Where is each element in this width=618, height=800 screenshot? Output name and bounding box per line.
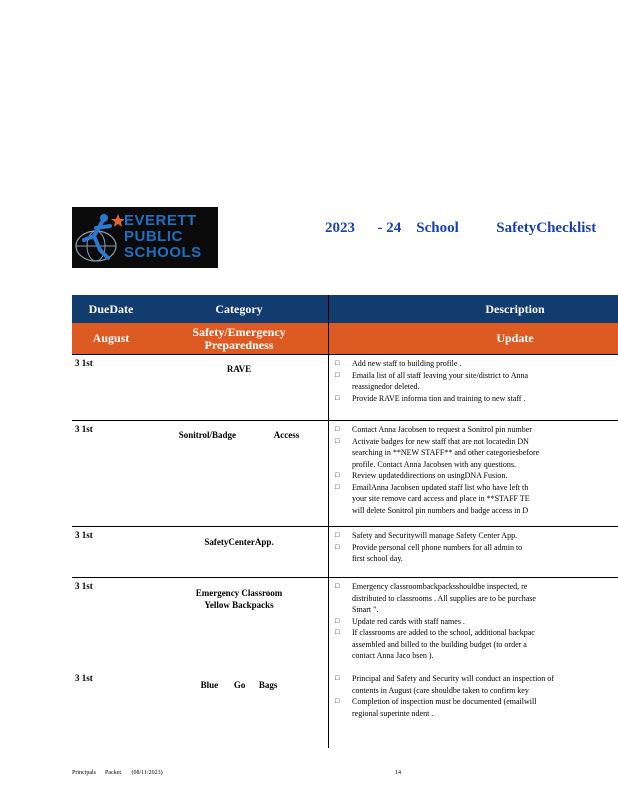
list-item: □ Principal and Safety and Security will conduct an inspection of (333, 673, 618, 685)
list-item-continuation: profile. Contact Anna Jacobsen with any questions. (352, 459, 516, 469)
list-item-text: reassignedor deleted. (352, 382, 420, 391)
logo-line-1: EVERETT (124, 212, 197, 229)
header-category: Category (215, 301, 263, 316)
list-item: □ Completion of inspection must be documented (emailwill (333, 696, 618, 708)
list-item-continuation: first school day. (352, 554, 403, 563)
logo-line-2: PUBLIC (124, 228, 183, 245)
row-category: Blue Go Bags (200, 680, 278, 690)
row-category: Emergency Classroom Yellow Backpacks (195, 588, 283, 610)
row-divider (72, 526, 618, 527)
runner-globe-icon (74, 210, 124, 266)
row-description (333, 530, 618, 565)
list-item: □ EmailAnna Jacobsen updated staff list who have left th (333, 482, 618, 494)
logo-line-3: SCHOOLS (124, 244, 202, 261)
list-item-continuation: searching in **NEW STAFF** and other categoriesbefore (352, 448, 540, 457)
list-item: □ Emaila list of all staff leaving your site/district to Anna (333, 370, 618, 382)
row-due-date: 3 1st (75, 673, 93, 683)
page-title: 2023 - 24 School SafetyChecklist (325, 220, 597, 236)
list-item: □ Safety and Securitywill manage Safety Center App. (333, 530, 618, 542)
row-description (333, 358, 618, 404)
row-divider (72, 577, 618, 578)
header-due-date: DueDate (88, 301, 134, 316)
subheader-month: August (92, 331, 130, 345)
row-category: SafetyCenterApp. (204, 537, 274, 547)
row-divider (72, 354, 618, 355)
row-due-date: 3 1st (75, 424, 93, 434)
row-category: Sonitrol/Badge Access (178, 430, 300, 440)
list-item: □ Add new staff to building profile . (333, 358, 618, 370)
list-item-continuation: contents in August (care shouldbe taken to confirm key (352, 685, 529, 695)
row-due-date: 3 1st (75, 358, 93, 368)
footer-document-label: Principals Packet (08/11/2023) (72, 770, 163, 776)
list-item-continuation: regional superinte ndent . (352, 708, 434, 718)
header-description: Description (485, 301, 545, 316)
list-item-continuation: assembled and billed to the building budget (to order a (352, 639, 527, 649)
column-divider (328, 295, 329, 748)
list-item: □ Contact Anna Jacobsen to request a Sonitrol pin number (333, 424, 618, 436)
list-item-continuation: Smart ". (352, 605, 379, 614)
list-item: □ Update red cards with staff names . (333, 616, 618, 628)
row-divider (72, 420, 618, 421)
list-item-continuation (333, 381, 618, 393)
page-number: 14 (395, 770, 401, 776)
list-item: □ Emergency classroombackpacksshouldbe inspected, re (333, 581, 618, 593)
row-description (333, 581, 618, 662)
row-due-date: 3 1st (75, 530, 93, 540)
list-item: □ Provide RAVE informa tion and training to new staff . (333, 393, 618, 405)
row-due-date: 3 1st (75, 581, 93, 591)
list-item: □ Provide personal cell phone numbers for all admin to (333, 542, 618, 554)
list-item: □ If classrooms are added to the school, additional backpac (333, 627, 618, 639)
list-item-continuation: will delete Sonitrol pin numbers and badge access in D (352, 505, 529, 515)
row-description (333, 424, 618, 516)
row-category: RAVE (226, 364, 252, 374)
list-item-continuation: distributed to classrooms . All supplies are to be purchase (352, 593, 536, 603)
list-item-continuation: contact Anna Jaco bsen ). (352, 651, 434, 660)
list-item-continuation: your site remove card access and place in **STAFF TE (352, 494, 530, 503)
subheader-category: Safety/Emergency Preparedness (192, 324, 286, 352)
everett-public-schools-logo (72, 207, 218, 268)
list-item: □ Activate badges for new staff that are not locatedin DN (333, 436, 618, 448)
row-description (333, 673, 618, 719)
list-item: □ Review updateddirections on usingDNA Fusion. (333, 470, 618, 482)
subheader-description: Update (496, 331, 534, 345)
